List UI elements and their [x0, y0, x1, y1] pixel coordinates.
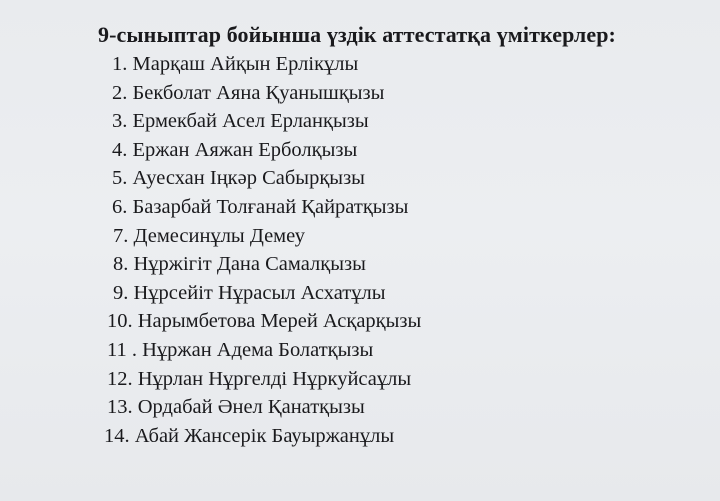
item-number: 5.	[112, 167, 128, 189]
item-number: 7.	[113, 225, 129, 247]
item-number: 10.	[107, 310, 133, 332]
candidate-name: Ордабай Әнел Қанатқызы	[137, 396, 365, 418]
item-number: 12.	[107, 368, 133, 390]
candidate-name: Ержан Аяжан Ерболқызы	[132, 139, 358, 161]
item-number: 8.	[113, 253, 129, 275]
list-heading: 9-сыныптар бойынша үздік аттестатқа үміткерлер:	[98, 22, 616, 47]
candidate-name: Демесинұлы Демеу	[133, 225, 305, 247]
item-number: 9.	[113, 282, 129, 304]
candidate-name: Нарымбетова Мерей Асқарқызы	[137, 310, 422, 332]
item-number: 11 .	[107, 339, 137, 361]
list-item-10	[107, 309, 421, 333]
list-item-11	[107, 338, 373, 362]
list-item-6	[112, 195, 408, 219]
item-number: 4.	[112, 139, 128, 161]
list-item-14	[104, 424, 394, 448]
candidate-name: Бекболат Аяна Қуанышқызы	[132, 82, 385, 104]
candidate-name: Базарбай Толғанай Қайратқызы	[132, 196, 409, 218]
candidate-name: Ауесхан Іңкәр Сабырқызы	[132, 167, 365, 189]
item-number: 14.	[104, 425, 130, 447]
list-item-9	[113, 281, 386, 305]
item-number: 1.	[112, 53, 128, 75]
candidate-name: Ермекбай Асел Ерланқызы	[132, 110, 369, 132]
candidate-name: Нұрсейіт Нұрасыл Асхатұлы	[133, 282, 386, 304]
list-item-7	[113, 224, 305, 248]
candidate-name: Марқаш Айқын Ерлікұлы	[132, 53, 359, 75]
list-item-1	[112, 52, 358, 76]
candidate-name: Нұрлан Нұргелді Нұркуйсаұлы	[137, 368, 412, 390]
list-item-5	[112, 166, 365, 190]
candidate-name: Нұржігіт Дана Самалқызы	[133, 253, 366, 275]
item-number: 6.	[112, 196, 128, 218]
item-number: 3.	[112, 110, 128, 132]
list-item-3	[112, 109, 369, 133]
list-item-8	[113, 252, 366, 276]
item-number: 2.	[112, 82, 128, 104]
item-number: 13.	[107, 396, 133, 418]
list-item-12	[107, 367, 411, 391]
list-item-2	[112, 81, 384, 105]
list-item-4	[112, 138, 357, 162]
list-item-13	[107, 395, 365, 419]
candidate-name: Нұржан Адема Болатқызы	[142, 339, 374, 361]
candidate-name: Абай Жансерік Бауыржанұлы	[134, 425, 395, 447]
